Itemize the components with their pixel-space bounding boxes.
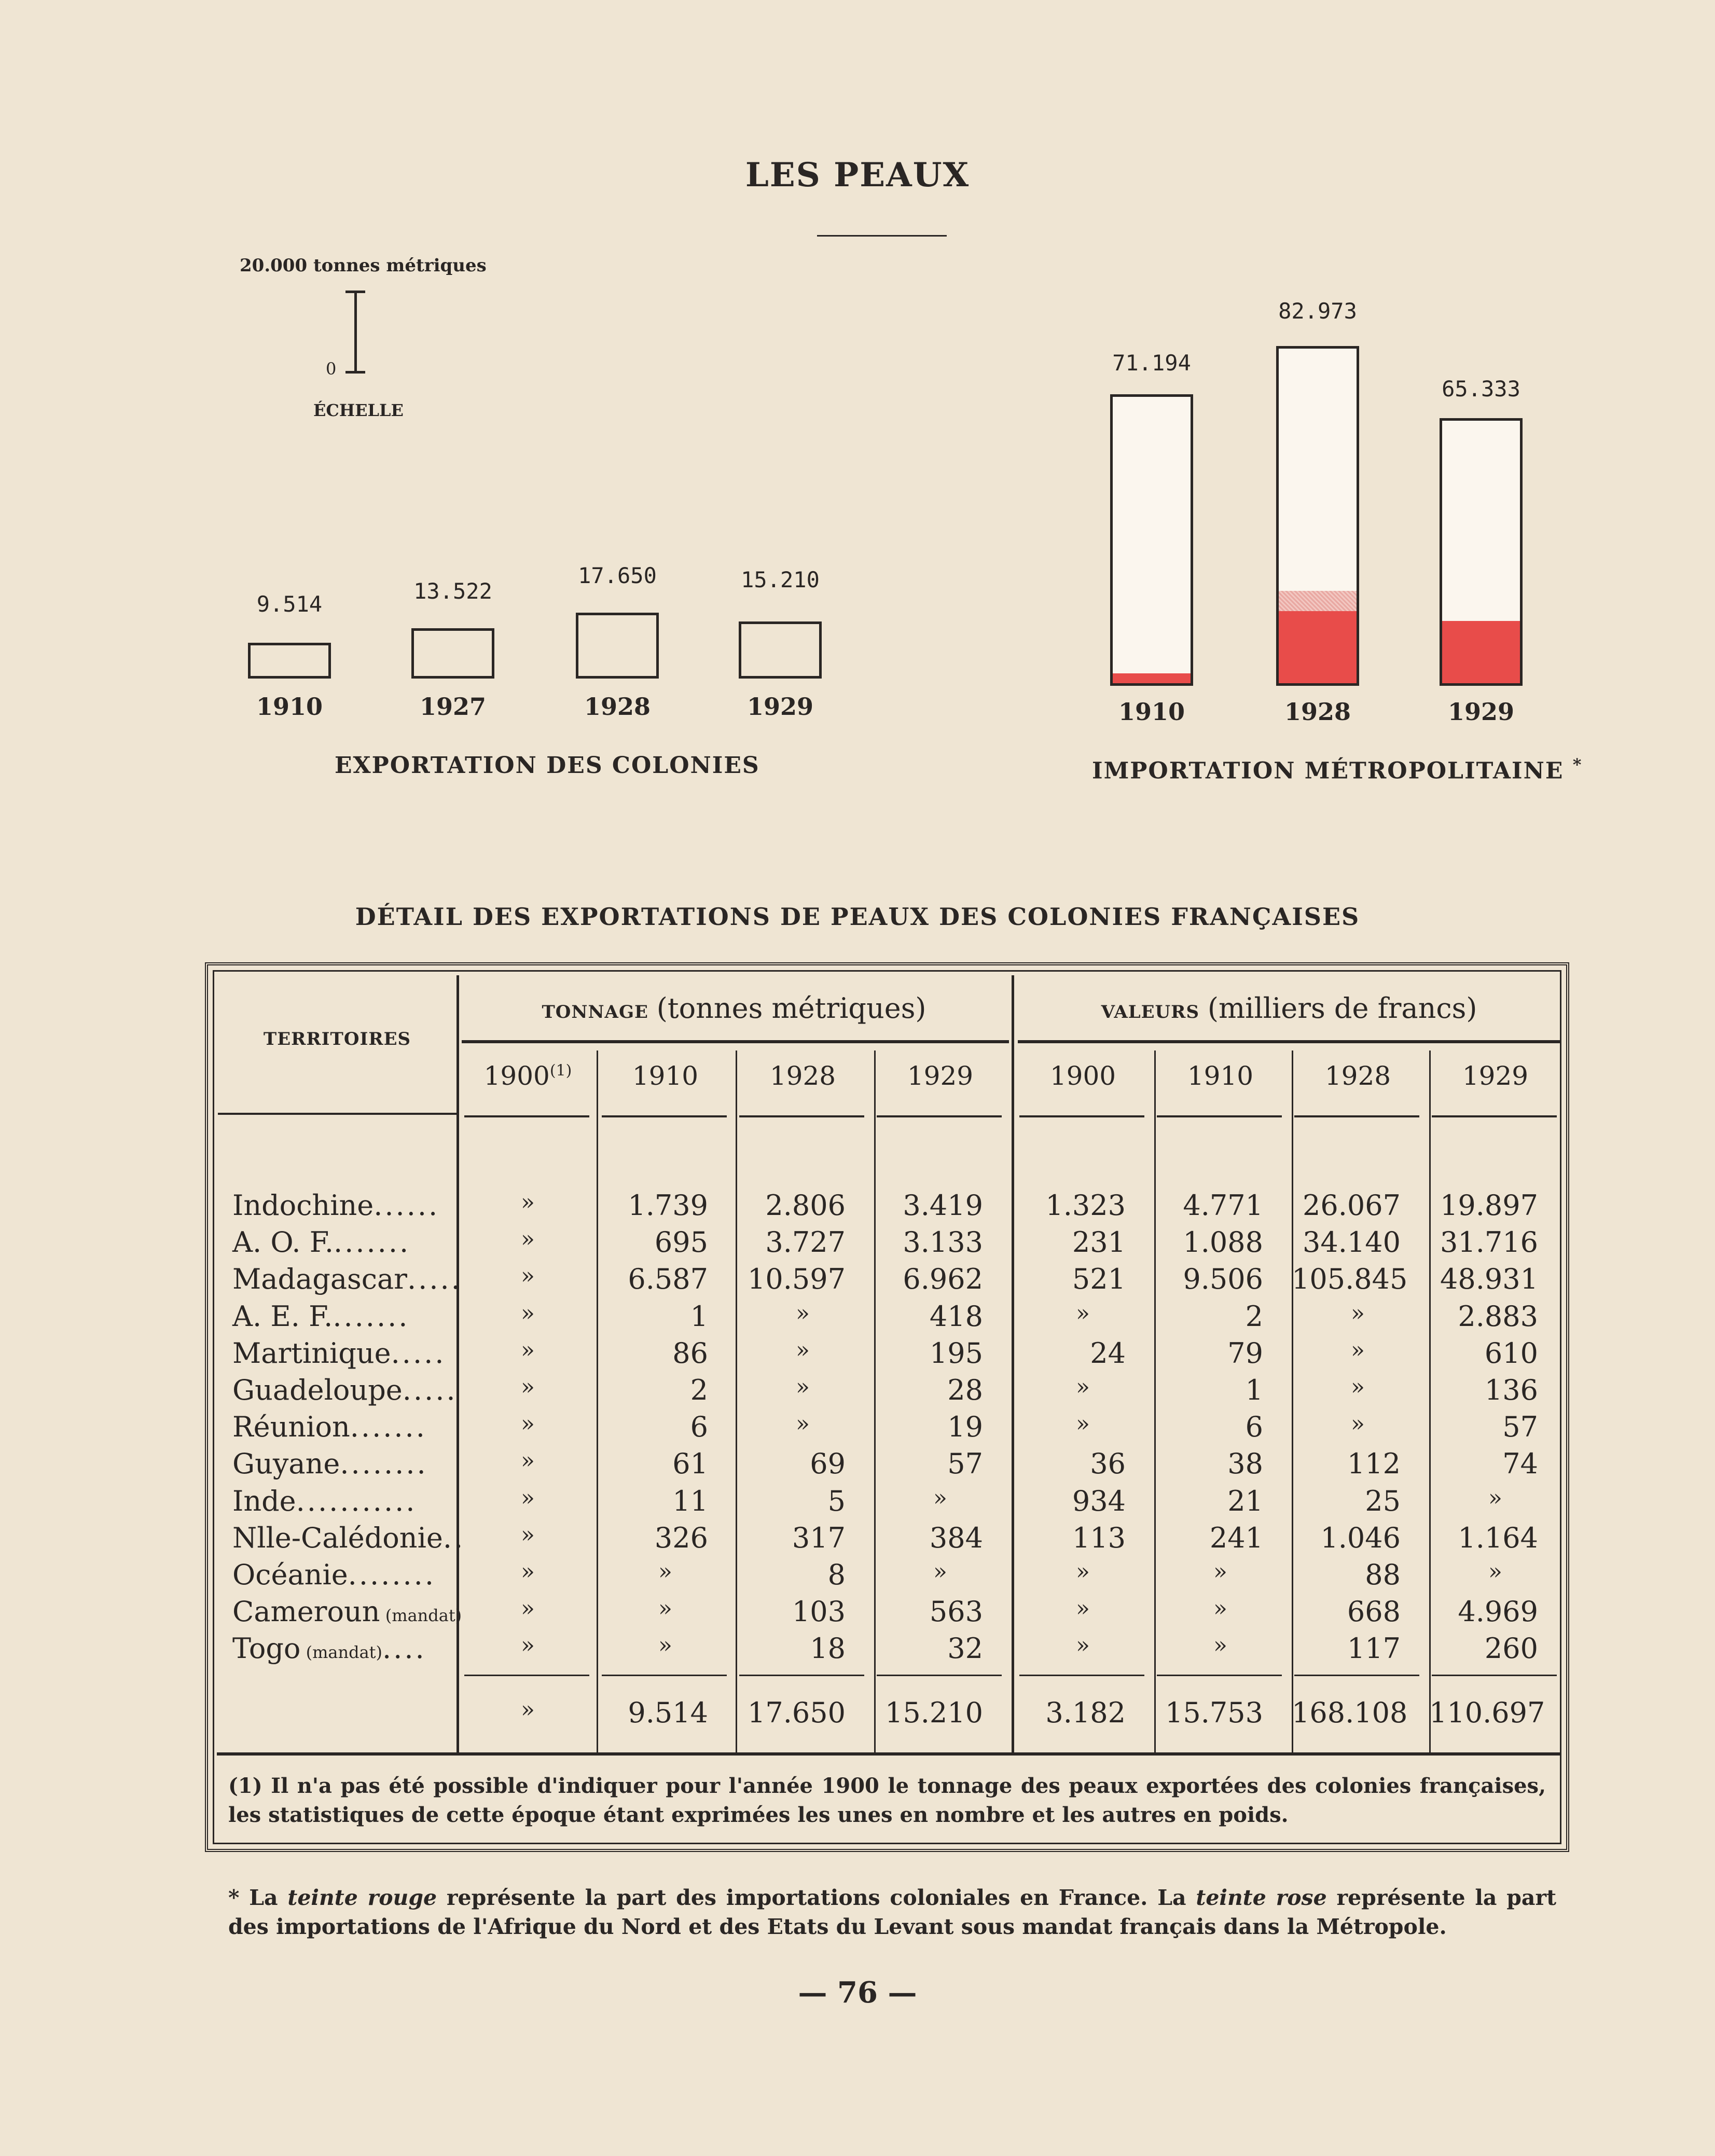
import-bar-value: 65.333 [1442,376,1520,402]
header-bottom-rule-label [218,1113,457,1115]
export-bar-value: 15.210 [741,567,820,592]
vline-groups [1012,975,1014,1752]
import-bar-year: 1928 [1284,698,1351,726]
table-cell: 384 [929,1522,983,1554]
table-note: (1) Il n'a pas été possible d'indiquer pour l'année 1900 le tonnage des peaux exportées des colonies françaises, les statistiques de cette époque étant exprimées les unes en nombre et les autres en poids. [228,1774,1546,1827]
import-bar-year: 1910 [1118,698,1185,726]
table-cell: » [796,1300,810,1326]
import-bar-colonial-share [1442,621,1520,683]
table-cell: 21 [1227,1485,1263,1517]
tonnage-header-rule [462,1040,1009,1043]
import-bar [1110,394,1193,686]
export-bar [411,628,494,679]
total-cell: 15.753 [1165,1696,1263,1729]
table-cell: 18 [810,1632,846,1665]
table-cell: 1.088 [1183,1226,1263,1259]
table-cell: » [796,1374,810,1400]
table-cell: » [658,1595,672,1622]
table-cell: 8 [827,1558,846,1591]
import-bar-value: 71.194 [1112,350,1191,376]
table-cell: » [521,1189,535,1215]
column-header: 1910 [1187,1061,1254,1091]
table-cell: 103 [792,1595,846,1628]
table-cell: 57 [947,1447,983,1480]
column-header: 1910 [632,1061,699,1091]
table-cell: 105.845 [1292,1263,1408,1295]
table-cell: 61 [672,1447,708,1480]
table-cell: 26.067 [1303,1189,1401,1222]
row-label: A. E. F........ [232,1300,410,1333]
table-cell: » [933,1485,947,1511]
table-cell: 418 [929,1300,983,1333]
row-label: Cameroun (mandat) [232,1595,462,1628]
table-cell: » [1351,1374,1365,1400]
column-header: 1900$^{(1)}$ [483,1061,572,1091]
total-rule [877,1675,1002,1676]
table-cell: » [933,1558,947,1585]
table-cell: 1.739 [628,1189,708,1222]
total-cell: 110.697 [1429,1696,1545,1729]
row-label: Martinique..... [232,1337,446,1370]
total-rule [602,1675,727,1676]
table-cell: 10.597 [748,1263,846,1295]
table-cell: 1.323 [1045,1189,1126,1222]
table-cell: 117 [1347,1632,1401,1665]
table-cell: 241 [1209,1522,1263,1554]
row-label: Océanie........ [232,1558,436,1591]
export-bar-value: 9.514 [256,591,323,617]
table-cell: 3.419 [903,1189,983,1222]
export-bar-value: 17.650 [578,563,657,588]
total-cell: 15.210 [885,1696,983,1729]
table-cell: 1 [690,1300,708,1333]
total-cell: 9.514 [628,1696,708,1729]
table-cell: » [521,1411,535,1437]
column-header: 1929 [1462,1061,1529,1091]
export-bar [739,621,822,679]
table-cell: 326 [654,1522,708,1554]
scale-bar [354,291,357,374]
column-header-rule [739,1115,864,1117]
import-bar-colonial-share [1113,673,1191,683]
table-cell: 112 [1347,1447,1401,1480]
column-header: 1928 [769,1061,836,1091]
export-bar [248,643,331,679]
table-cell: » [521,1485,535,1511]
column-header-rule [1019,1115,1144,1117]
table-cell: 1.046 [1320,1522,1401,1554]
row-label: Guyane........ [232,1447,428,1480]
table-cell: » [1076,1632,1090,1659]
import-bar-colonial-share [1279,611,1357,683]
table-cell: 32 [947,1632,983,1665]
table-cell: » [1076,1374,1090,1400]
table-cell: » [521,1337,535,1363]
table-cell: » [521,1558,535,1585]
table-cell: 195 [929,1337,983,1370]
table-cell: 19.897 [1440,1189,1538,1222]
table-cell: » [1213,1558,1227,1585]
column-header: 1900 [1049,1061,1116,1091]
table-cell: 4.969 [1458,1595,1538,1628]
row-label: Madagascar..... [232,1263,462,1295]
total-cell: 3.182 [1045,1696,1126,1729]
table-cell: » [521,1263,535,1289]
table-cell: 1 [1245,1374,1263,1406]
table-cell: » [521,1632,535,1659]
row-label: Nlle-Calédonie.. [232,1522,465,1554]
note-separator [217,1752,1560,1756]
table-cell: » [521,1595,535,1622]
table-cell: 86 [672,1337,708,1370]
total-rule [1294,1675,1419,1676]
total-rule [1432,1675,1557,1676]
table-cell: 34.140 [1303,1226,1401,1259]
title-rule [817,235,947,237]
table-cell: 5 [827,1485,846,1517]
column-header-rule [1294,1115,1419,1117]
table-cell: » [1076,1595,1090,1622]
export-bar-year: 1928 [584,693,651,721]
total-cell: 17.650 [748,1696,846,1729]
export-bar-year: 1929 [746,693,814,721]
export-bar-year: 1910 [256,693,323,721]
table-cell: » [796,1411,810,1437]
import-bar-value: 82.973 [1278,298,1357,324]
table-cell: » [658,1632,672,1659]
table-cell: 88 [1365,1558,1401,1591]
table-cell: 231 [1072,1226,1126,1259]
row-label: Réunion....... [232,1411,427,1443]
table-cell: » [521,1447,535,1474]
total-rule [1019,1675,1144,1676]
table-cell: » [1488,1485,1502,1511]
row-label: Indochine...... [232,1189,440,1222]
table-cell: 136 [1484,1374,1538,1406]
table-cell: » [1351,1411,1365,1437]
valeurs-header-rule [1018,1040,1561,1043]
column-header-note: (1) [549,1061,572,1080]
table-cell: 521 [1072,1263,1126,1295]
total-rule [1157,1675,1282,1676]
table-cell: 69 [810,1447,846,1480]
column-header-rule [464,1115,589,1117]
table-cell: 6 [1245,1411,1263,1443]
table-cell: 31.716 [1440,1226,1538,1259]
row-label: Inde........... [232,1485,417,1517]
page-number: — 76 — [798,1975,917,2010]
tonnage-header: TONNAGE (tonnes métriques) [542,992,926,1025]
export-bar-value: 13.522 [413,578,492,604]
table-cell: 1.164 [1458,1522,1538,1554]
column-header-rule [602,1115,727,1117]
vline-column [597,1051,598,1752]
table-cell: 9.506 [1183,1263,1263,1295]
table-cell: 610 [1484,1337,1538,1370]
row-label: A. O. F........ [232,1226,411,1259]
table-cell: 668 [1347,1595,1401,1628]
table-cell: 19 [947,1411,983,1443]
table-cell: » [1488,1558,1502,1585]
column-header-rule [1432,1115,1557,1117]
export-chart-title: EXPORTATION DES COLONIES [335,752,760,779]
table-cell: 3.133 [903,1226,983,1259]
table-cell: » [1351,1300,1365,1326]
table-cell: 317 [792,1522,846,1554]
table-cell: » [1351,1337,1365,1363]
table-cell: » [521,1374,535,1400]
table-cell: 6.962 [903,1263,983,1295]
row-label: Togo (mandat).... [232,1632,426,1665]
table-cell: 2.806 [765,1189,846,1222]
scale-label: 20.000 tonnes métriques [240,255,487,276]
table-cell: 113 [1072,1522,1126,1554]
table-title: DÉTAIL DES EXPORTATIONS DE PEAUX DES COLONIES FRANÇAISES [355,903,1360,931]
table-cell: » [521,1522,535,1548]
table-cell: » [1213,1595,1227,1622]
table-cell: 2.883 [1458,1300,1538,1333]
import-bar-year: 1929 [1447,698,1515,726]
export-bar-year: 1927 [419,693,487,721]
table-cell: 36 [1090,1447,1126,1480]
table-cell: » [1076,1558,1090,1585]
table-cell: 57 [1502,1411,1538,1443]
table-cell: 48.931 [1440,1263,1538,1295]
table-cell: 25 [1365,1485,1401,1517]
table-cell: » [658,1558,672,1585]
total-cell: 168.108 [1292,1696,1408,1729]
total-rule [464,1675,589,1676]
table-cell: » [521,1226,535,1252]
table-cell: 28 [947,1374,983,1406]
valeurs-header: VALEURS (milliers de francs) [1101,992,1477,1025]
table-cell: » [521,1300,535,1326]
total-rule [739,1675,864,1676]
table-cell: 2 [690,1374,708,1406]
scale-caption: ÉCHELLE [313,400,404,420]
page-title: LES PEAUX [745,156,970,195]
import-bar-levant-share [1279,591,1357,611]
column-header: 1928 [1324,1061,1391,1091]
row-label: Guadeloupe..... [232,1374,458,1406]
import-bar [1276,346,1359,686]
table-cell: 3.727 [765,1226,846,1259]
table-cell: » [1076,1300,1090,1326]
import-chart-title: IMPORTATION MÉTROPOLITAINE * [1092,755,1583,784]
footnote: * La teinte rouge représente la part des importations coloniales en France. La teinte rose représente la part des importations de l'Afrique du Nord et des Etats du Levant sous mandat français dans la Métropole. [228,1885,1557,1939]
table-cell: » [796,1337,810,1363]
territoires-header: TERRITOIRES [263,1029,411,1049]
column-header: 1929 [907,1061,974,1091]
table-cell: 6.587 [628,1263,708,1295]
scale-zero: 0 [326,359,337,379]
table-cell: 695 [654,1226,708,1259]
table-cell: 4.771 [1183,1189,1263,1222]
column-header-rule [1157,1115,1282,1117]
table-cell: 2 [1245,1300,1263,1333]
table-cell: 563 [929,1595,983,1628]
table-cell: 74 [1502,1447,1538,1480]
table-cell: 260 [1484,1632,1538,1665]
table-cell: 79 [1227,1337,1263,1370]
table-cell: 38 [1227,1447,1263,1480]
table-cell: 11 [672,1485,708,1517]
total-cell: » [521,1696,535,1723]
table-cell: 6 [690,1411,708,1443]
table-cell: » [1076,1411,1090,1437]
export-bar [576,613,659,679]
table-cell: 934 [1072,1485,1126,1517]
table-cell: 24 [1090,1337,1126,1370]
column-header-rule [877,1115,1002,1117]
table-cell: » [1213,1632,1227,1659]
import-bar [1440,418,1523,686]
